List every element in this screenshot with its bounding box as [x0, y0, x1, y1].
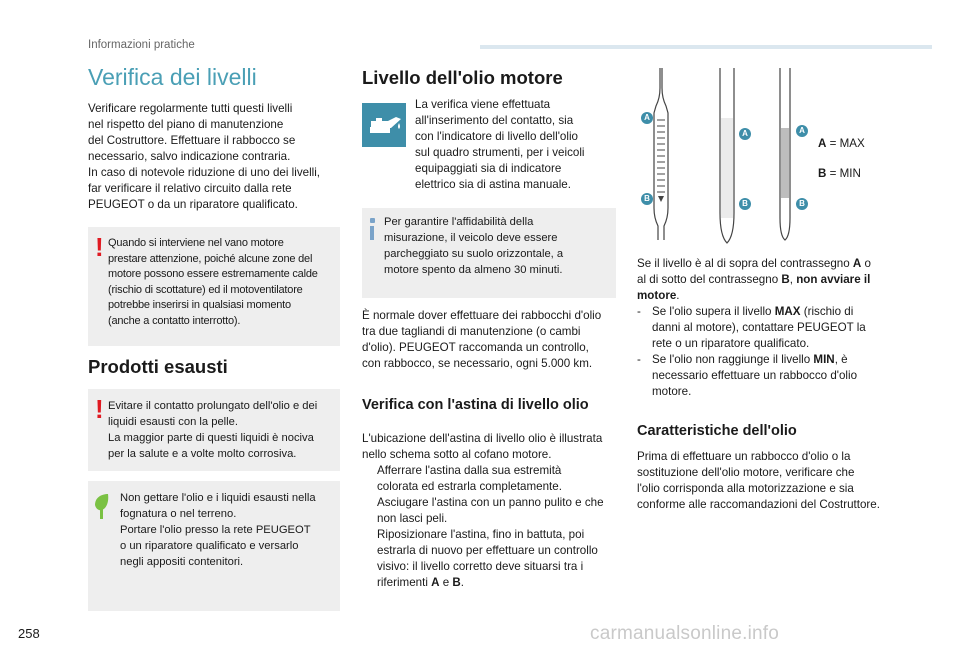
exclamation-icon: ! — [95, 232, 104, 262]
page-number: 258 — [18, 626, 40, 641]
level-paragraph: Se il livello è al di sopra del contrassegno A o al di sotto del contrassegno B, non avviare il motore. — [637, 257, 871, 302]
oil-specs-paragraph: Prima di effettuare un rabbocco d'olio o la sostituzione dell'olio motore, verificare che l'olio corrisponda alla motorizzazione e sia conforme alle raccomandazioni del Costruttore. — [637, 450, 880, 511]
list-item: Riposizionare l'astina, fino in battuta, poi estrarla di nuovo per effettuare un controllo visivo: il livello corretto deve situarsi tra i riferimenti A e B. — [377, 528, 598, 589]
marker-b-badge: B — [641, 193, 653, 205]
eco-box — [88, 481, 340, 611]
list-item: Afferrare l'astina dalla sua estremità colorata ed estrarla completamente. — [377, 464, 562, 493]
info-icon — [370, 218, 375, 223]
dipstick-diagram — [630, 68, 870, 248]
info-box-measurement — [362, 208, 616, 298]
marker-a-badge: A — [739, 128, 751, 140]
exclamation-icon: ! — [95, 394, 104, 424]
list-item: Asciugare l'astina con un panno pulito e che non lasci peli. — [377, 496, 604, 525]
oil-can-icon — [362, 103, 406, 147]
topup-paragraph: È normale dover effettuare dei rabbocchi d'olio tra due tagliandi di manutenzione (o cambi d'olio). PEUGEOT raccomanda un controllo, con rabbocco, se necessario, ogni 5.000 km. — [362, 309, 602, 370]
subtitle-oil-specs: Caratteristiche dell'olio — [637, 423, 797, 439]
warning-text-engine: Quando si interviene nel vano motore prestare attenzione, poiché alcune zone del motore possono essere estremamente calde (rischio di scottature) ed il motoventilatore potrebbe inserirsi in qualsiasi momento (anche a contatto interrotto). — [108, 237, 318, 327]
warning-box-engine — [88, 227, 340, 346]
info-icon-bar — [370, 226, 374, 240]
title-prodotti-esausti: Prodotti esausti — [88, 356, 228, 377]
leaf-icon — [93, 493, 111, 519]
section-header: Informazioni pratiche — [88, 39, 195, 51]
marker-a-badge: A — [796, 125, 808, 137]
list-item: - Se l'olio supera il livello MAX (rischio di danni al motore), contattare PEUGEOT la rete o un riparatore qualificato. — [637, 305, 866, 350]
title-verifica-livelli: Verifica dei livelli — [88, 64, 257, 90]
dipstick-notched — [654, 68, 668, 240]
warning-text-fluids: Evitare il contatto prolungato dell'olio e dei liquidi esausti con la pelle. La maggior parte di questi liquidi è nociva per la salute e a volte molto corrosiva. — [108, 400, 318, 460]
legend-max: A = MAX — [818, 137, 865, 150]
oil-check-text: La verifica viene effettuata all'inserimento del contatto, sia con l'indicatore di livello dell'olio sul quadro strumenti, per i veicoli equipaggiati sia di indicatore elettrico sia di astina manuale. — [415, 98, 585, 191]
subtitle-dipstick: Verifica con l'astina di livello olio — [362, 397, 589, 413]
warning-box-fluids — [88, 389, 340, 471]
legend-min: B = MIN — [818, 167, 861, 180]
info-text-measurement: Per garantire l'affidabilità della misurazione, il veicolo deve essere parcheggiato su suolo orizzontale, a motore spento da almeno 30 minuti. — [384, 216, 564, 276]
dipstick-band — [780, 68, 790, 240]
header-bar — [480, 45, 932, 49]
watermark: carmanualsonline.info — [590, 623, 780, 644]
marker-b-badge: B — [739, 198, 751, 210]
marker-a-badge: A — [641, 112, 653, 124]
list-item: - Se l'olio non raggiunge il livello MIN, è necessario effettuare un rabbocco d'olio motore. — [637, 353, 858, 398]
dipstick-location-text: L'ubicazione dell'astina di livello olio è illustrata nello schema sotto al cofano motore. — [362, 432, 603, 461]
eco-text: Non gettare l'olio e i liquidi esausti nella fognatura o nel terreno. Portare l'olio presso la rete PEUGEOT o un riparatore qualificato e versarlo negli appositi contenitori. — [120, 492, 316, 568]
marker-b-badge: B — [796, 198, 808, 210]
dipstick-smooth — [720, 68, 734, 243]
dipstick-steps — [362, 463, 620, 591]
intro-paragraph: Verificare regolarmente tutti questi livelli nel rispetto del piano di manutenzione del Costruttore. Effettuare il rabbocco se necessario, salvo indicazione contraria. In caso di notevole riduzione di uno dei livelli, far verificare il relativo circuito dalla rete PEUGEOT o da un riparatore qualificato. — [88, 102, 321, 211]
title-livello-olio: Livello dell'olio motore — [362, 67, 563, 88]
level-bullets — [637, 304, 895, 400]
